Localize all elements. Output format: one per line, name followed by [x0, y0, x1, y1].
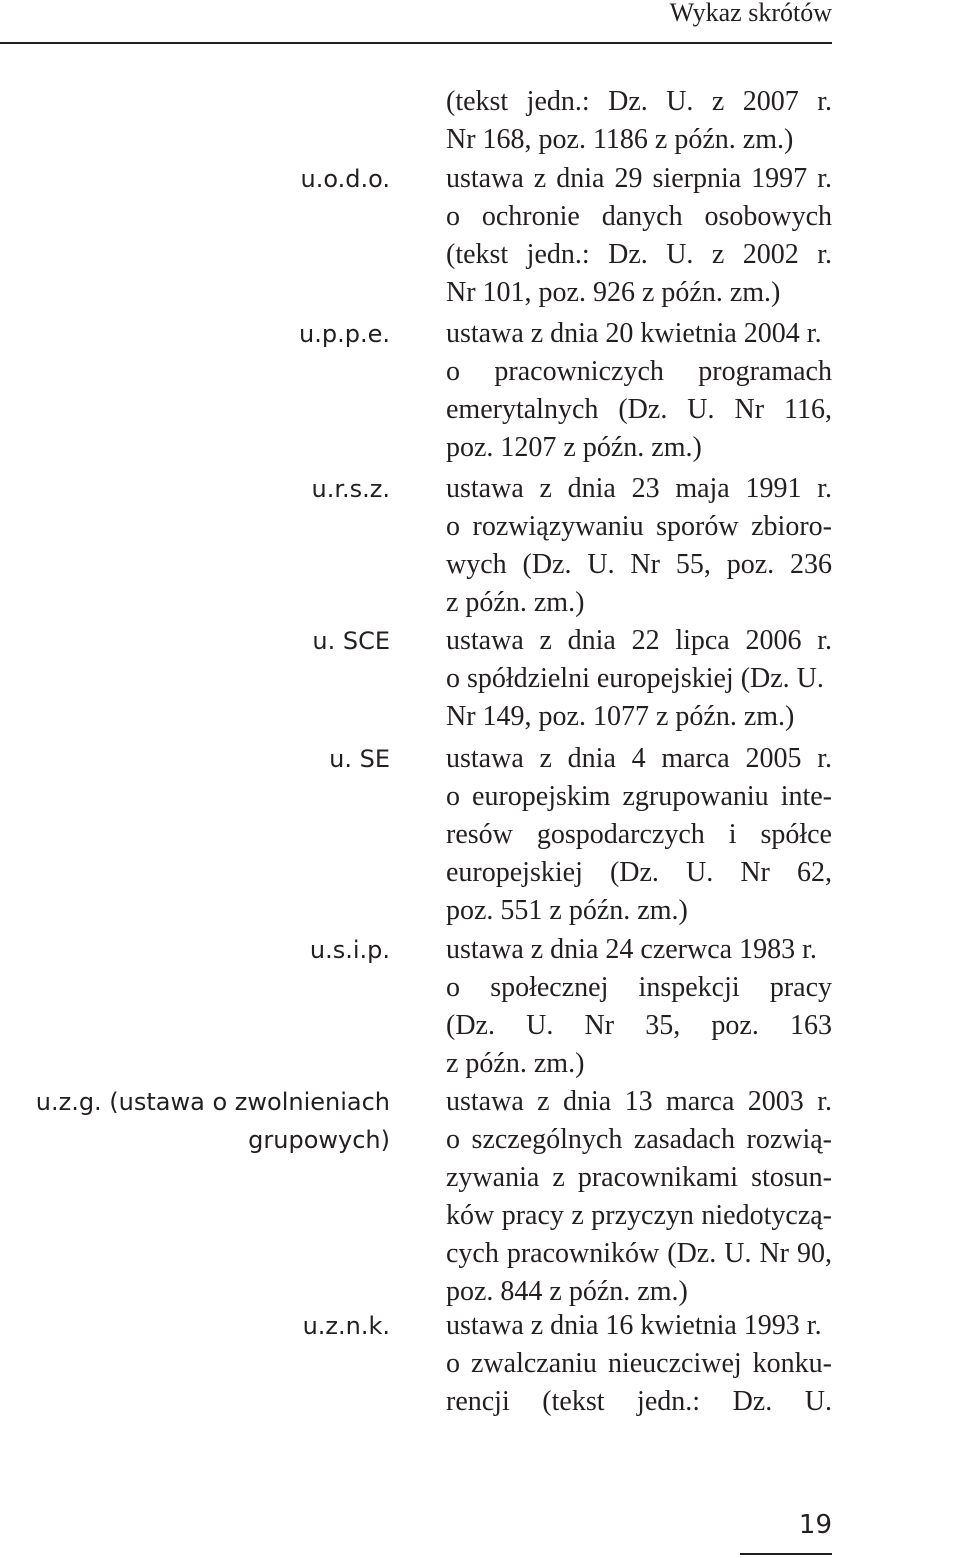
entry-description	[446, 160, 832, 312]
abbreviation-term	[310, 931, 390, 969]
description-line: ustawa z dnia 24 czerwca 1983 r.	[446, 934, 817, 965]
abbreviation-line: u.p.p.e.	[299, 320, 390, 348]
abbreviation-term	[303, 1307, 390, 1345]
abbreviation-line: u.z.g. (ustawa o zwolnieniach	[35, 1088, 390, 1116]
description-line: o zwalczaniu nieuczciwej konku-	[446, 1348, 832, 1379]
entry-description	[446, 622, 832, 736]
description-line: z późn. zm.)	[446, 587, 585, 618]
description-line: o szczególnych zasadach rozwią-	[446, 1124, 832, 1155]
description-line: Nr 168, poz. 1186 z późn. zm.)	[446, 124, 794, 155]
running-head	[0, 0, 832, 44]
description-line: ustawa z dnia 13 marca 2003 r.	[446, 1086, 832, 1117]
running-head-title: Wykaz skrótów	[669, 0, 832, 27]
abbreviation-term	[329, 740, 390, 778]
abbreviation-line: grupowych)	[248, 1126, 390, 1154]
page-number-rule	[740, 1553, 832, 1555]
abbreviation-line: u. SCE	[312, 627, 390, 655]
entry-description	[446, 1083, 832, 1311]
entry-description	[446, 931, 832, 1083]
description-line: poz. 1207 z późn. zm.)	[446, 432, 702, 463]
description-line: poz. 844 z późn. zm.)	[446, 1276, 688, 1307]
abbreviation-term	[301, 160, 390, 198]
abbreviation-line: u.s.i.p.	[309, 936, 390, 964]
description-line: Nr 149, poz. 1077 z późn. zm.)	[446, 701, 795, 732]
description-line: z późn. zm.)	[446, 1048, 585, 1079]
description-line: ustawa z dnia 23 maja 1991 r.	[446, 473, 832, 504]
description-line: o spółdzielni europejskiej (Dz. U.	[446, 663, 824, 694]
description-line: ustawa z dnia 22 lipca 2006 r.	[446, 625, 832, 656]
description-line: (tekst jedn.: Dz. U. z 2007 r.	[446, 86, 832, 117]
abbreviation-term	[36, 1083, 390, 1159]
entry-description	[446, 740, 832, 930]
description-line: ustawa z dnia 29 sierpnia 1997 r.	[446, 163, 832, 194]
description-line: rencji (tekst jedn.: Dz. U.	[446, 1386, 832, 1417]
abbreviation-term	[312, 470, 391, 508]
description-line: (tekst jedn.: Dz. U. z 2002 r.	[446, 239, 832, 270]
description-line: o społecznej inspekcji pracy	[446, 972, 832, 1003]
description-line: poz. 551 z późn. zm.)	[446, 895, 688, 926]
description-line: o pracowniczych programach	[446, 356, 832, 387]
description-line: resów gospodarczych i spółce	[446, 819, 832, 850]
description-line: ków pracy z przyczyn niedotyczą-	[446, 1200, 832, 1231]
entry-description	[446, 83, 832, 159]
abbreviation-line: u.o.d.o.	[300, 165, 390, 193]
description-line: o ochronie danych osobowych	[446, 201, 832, 232]
description-line: ustawa z dnia 4 marca 2005 r.	[446, 743, 832, 774]
description-line: o europejskim zgrupowaniu inte-	[446, 781, 832, 812]
description-line: ustawa z dnia 20 kwietnia 2004 r.	[446, 318, 822, 349]
description-line: (Dz. U. Nr 35, poz. 163	[446, 1010, 832, 1041]
description-line: ustawa z dnia 16 kwietnia 1993 r.	[446, 1310, 822, 1341]
description-line: wych (Dz. U. Nr 55, poz. 236	[446, 549, 832, 580]
description-line: o rozwiązywaniu sporów zbioro-	[446, 511, 832, 542]
description-line: zywania z pracownikami stosun-	[446, 1162, 832, 1193]
page-number: 19	[798, 1510, 832, 1540]
entry-description	[446, 315, 832, 467]
entry-description	[446, 1307, 832, 1421]
abbreviation-line: u.r.s.z.	[311, 475, 390, 503]
abbreviation-line: u.z.n.k.	[302, 1312, 390, 1340]
description-line: europejskiej (Dz. U. Nr 62,	[446, 857, 832, 888]
description-line: emerytalnych (Dz. U. Nr 116,	[446, 394, 832, 425]
description-line: cych pracowników (Dz. U. Nr 90,	[446, 1238, 832, 1269]
description-line: Nr 101, poz. 926 z późn. zm.)	[446, 277, 781, 308]
abbreviation-line: u. SE	[329, 745, 390, 773]
entry-description	[446, 470, 832, 622]
abbreviation-term	[312, 622, 390, 660]
abbreviation-term	[299, 315, 390, 353]
